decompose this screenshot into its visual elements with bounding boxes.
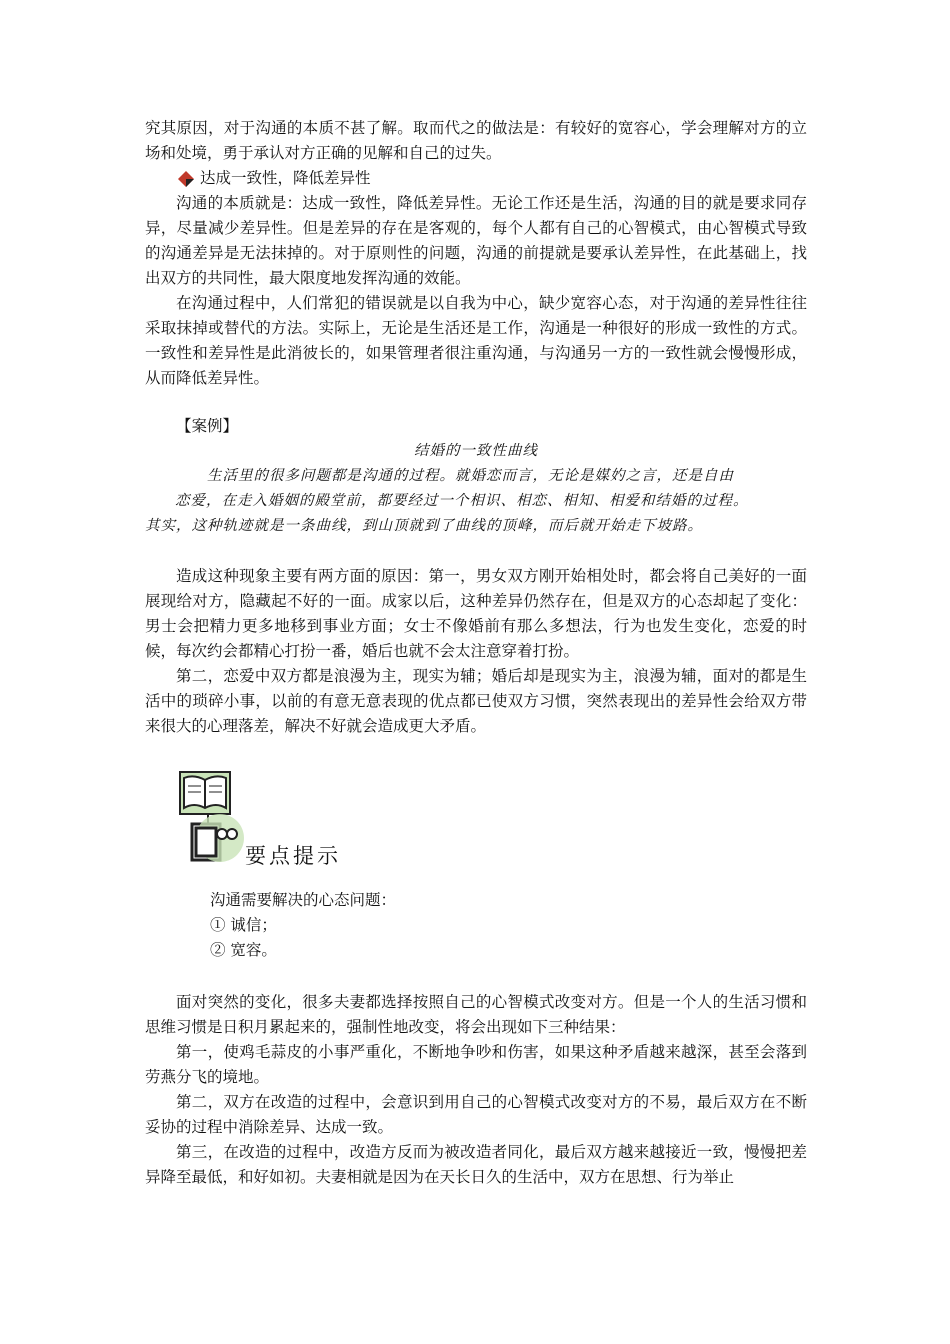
paragraph: 究其原因，对于沟通的本质不甚了解。取而代之的做法是：有较好的宽容心，学会理解对方的立场和处境，勇于承认对方正确的见解和自己的过失。 [145,119,807,162]
case-line: 其实，这种轨迹就是一条曲线，到山顶就到了曲线的顶峰，而后就开始走下坡路。 [145,518,703,534]
tips-item: ② 宽容。 [210,941,277,959]
case-line: 生活里的很多问题都是沟通的过程。就婚恋而言，无论是媒妁之言，还是自由 [207,468,734,484]
section-1 [145,116,807,391]
paragraph: 第三，在改造的过程中，改造方反而为被改造者同化，最后双方越来越接近一致，慢慢把差异降至最低，和好如初。夫妻相就是因为在天长日久的生活中，双方在思想、行为举止 [145,1143,807,1186]
case-line: 恋爱，在走入婚姻的殿堂前，都要经过一个相识、相恋、相知、相爱和结婚的过程。 [175,493,749,509]
tips-title: 要点提示 [245,844,341,868]
paragraph: 第二，双方在改造的过程中，会意识到用自己的心智模式改变对方的不易，最后双方在不断妥协的过程中消除差异、达成一致。 [145,1093,807,1136]
section-heading [176,166,807,191]
paragraph: 在沟通过程中，人们常犯的错误就是以自我为中心，缺少宽容心态，对于沟通的差异性往往采取抹掉或替代的方法。实际上，无论是生活还是工作，沟通是一种很好的形成一致性的方式。一致性和差异性是此消彼长的，如果管理者很注重沟通，与沟通另一方的一致性就会慢慢形成，从而降低差异性。 [145,294,807,387]
case-section [145,414,807,539]
tips-intro: 沟通需要解决的心态问题： [210,891,397,909]
case-label: 【案例】 [176,417,239,435]
section-2 [145,564,807,739]
paragraph: 第一，使鸡毛蒜皮的小事严重化，不断地争吵和伤害，如果这种矛盾越来越深，甚至会落到劳燕分飞的境地。 [145,1043,807,1086]
book-icon [178,768,248,868]
paragraph: 造成这种现象主要有两方面的原因：第一，男女双方刚开始相处时，都会将自己美好的一面展现给对方，隐藏起不好的一面。成家以后，这种差异仍然存在，但是双方的心态却起了变化：男士会把精力更多地移到事业方面；女士不像婚前有那么多想法，行为也发生变化，恋爱的时候，每次约会都精心打扮一番，婚后也就不会太注意穿着打扮。 [145,567,807,660]
section-3 [145,990,807,1190]
diamond-arrow-icon [176,170,196,188]
heading-text: 达成一致性，降低差异性 [200,169,371,187]
paragraph: 第二，恋爱中双方都是浪漫为主，现实为辅；婚后却是现实为主，浪漫为辅，面对的都是生活中的琐碎小事，以前的有意无意表现的优点都已使双方习惯，突然表现出的差异性会给双方带来很大的心理落差，解决不好就会造成更大矛盾。 [145,667,807,735]
paragraph: 沟通的本质就是：达成一致性，降低差异性。无论工作还是生活，沟通的目的就是要求同存异，尽量减少差异性。但是差异的存在是客观的，每个人都有自己的心智模式，由心智模式导致的沟通差异是无法抹掉的。对于原则性的问题，沟通的前提就是要承认差异性，在此基础上，找出双方的共同性，最大限度地发挥沟通的效能。 [145,194,807,287]
paragraph: 面对突然的变化，很多夫妻都选择按照自己的心智模式改变对方。但是一个人的生活习惯和思维习惯是日积月累起来的，强制性地改变，将会出现如下三种结果： [145,993,807,1036]
tips-item: ① 诚信； [210,916,277,934]
case-title: 结婚的一致性曲线 [414,443,538,459]
tips-list [210,888,396,963]
